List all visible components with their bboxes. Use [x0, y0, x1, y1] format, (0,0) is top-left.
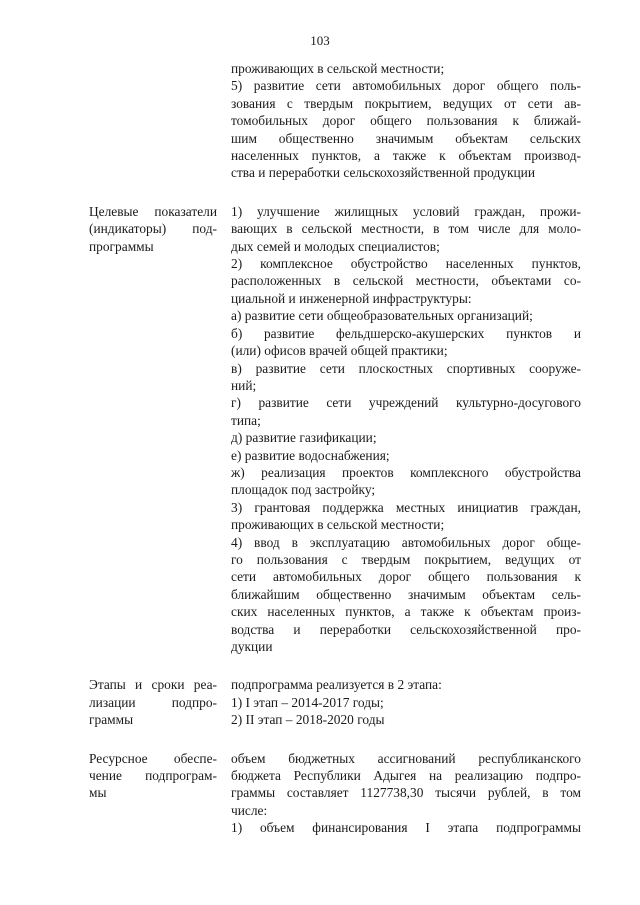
text-line: 1) I этап – 2014-2017 годы; — [231, 694, 384, 710]
table-row — [89, 676, 581, 728]
row-text — [231, 203, 581, 656]
text-line: площадок под застройку; — [231, 482, 376, 498]
text-line: сети автомобильных дорог общего пользования к — [231, 569, 581, 585]
text-line: типа; — [231, 412, 261, 428]
text-line: е) развитие водоснабжения; — [231, 447, 390, 463]
text-line: го пользования с твердым покрытием, ведущих от — [231, 551, 581, 567]
label-line: (индикаторы) под- — [89, 221, 217, 237]
text-line: 2) комплексное обустройство населенных пунктов, — [231, 256, 581, 272]
text-line: (или) офисов врачей общей практики; — [231, 343, 448, 359]
label-line: программы — [89, 238, 154, 254]
text-line: подпрограмма реализуется в 2 этапа: — [231, 677, 442, 693]
text-line: шим общественно значимым объектам сельских — [231, 130, 581, 146]
text-line: в) развитие сети плоскостных спортивных сооруже- — [231, 360, 581, 376]
row-label — [89, 203, 217, 255]
text-line: расположенных в сельской местности, объектами со- — [231, 273, 581, 289]
text-line: проживающих в сельской местности; — [231, 61, 445, 76]
label-line: Ресурсное обеспе- — [89, 750, 217, 766]
row-text — [231, 60, 581, 182]
label-line: Этапы и сроки реа- — [89, 677, 217, 693]
text-line: ближайшим общественно значимым объектам сель- — [231, 586, 581, 602]
text-line: 3) грантовая поддержка местных инициатив граждан, — [231, 499, 581, 515]
text-line: зования с твердым покрытием, ведущих от сети ав- — [231, 95, 581, 111]
text-line: г) развитие сети учреждений культурно-досугового — [231, 395, 581, 411]
text-line: проживающих в сельской местности; — [231, 517, 445, 533]
text-line: ских населенных пунктов, а также к объектам произ- — [231, 604, 581, 620]
row-label — [89, 750, 217, 802]
table-row — [89, 60, 581, 182]
text-line: 4) ввод в эксплуатацию автомобильных дорог обще- — [231, 534, 581, 550]
table-row — [89, 203, 581, 656]
text-line: числе: — [231, 802, 268, 818]
text-line: объем бюджетных ассигнований республиканского — [231, 750, 581, 766]
text-line: водства и переработки сельскохозяйственной про- — [231, 621, 581, 637]
label-line: лизации подпро- — [89, 694, 217, 710]
text-line: д) развитие газификации; — [231, 430, 377, 446]
text-line: ж) реализация проектов комплексного обустройства — [231, 464, 581, 480]
text-line: 5) развитие сети автомобильных дорог общего поль- — [231, 78, 581, 94]
label-line: чение подпрограм- — [89, 768, 217, 784]
table-row — [89, 750, 581, 837]
text-line: 1) объем финансирования I этапа подпрограммы — [231, 820, 581, 836]
text-line: населенных пунктов, а также к объектам производ- — [231, 148, 581, 164]
passport-table — [89, 60, 581, 837]
row-text — [231, 750, 581, 837]
page-number: 103 — [310, 33, 330, 48]
text-line: бюджета Республики Адыгея на реализацию подпро- — [231, 768, 581, 784]
label-line: Целевые показатели — [89, 203, 217, 219]
label-line: граммы — [89, 712, 134, 728]
text-line: циальной и инженерной инфраструктуры: — [231, 290, 472, 306]
row-label — [89, 676, 217, 728]
label-line: мы — [89, 785, 107, 801]
text-line: томобильных дорог общего пользования к ближай- — [231, 113, 581, 129]
text-line: а) развитие сети общеобразовательных организаций; — [231, 308, 533, 324]
text-line: граммы составляет 1127738,30 тысячи рублей, в том — [231, 785, 581, 801]
text-line: б) развитие фельдшерско-акушерских пунктов и — [231, 325, 581, 341]
text-line: дукции — [231, 639, 273, 654]
text-line: дых семей и молодых специалистов; — [231, 238, 440, 254]
text-line: ства и переработки сельскохозяйственной продукции — [231, 165, 536, 181]
text-line: вающих в сельской местности, в том числе для моло- — [231, 221, 581, 237]
text-line: 2) II этап – 2018-2020 годы — [231, 712, 385, 728]
text-line: 1) улучшение жилищных условий граждан, прожи- — [231, 203, 581, 219]
row-text — [231, 676, 581, 728]
text-line: ний; — [231, 377, 257, 393]
